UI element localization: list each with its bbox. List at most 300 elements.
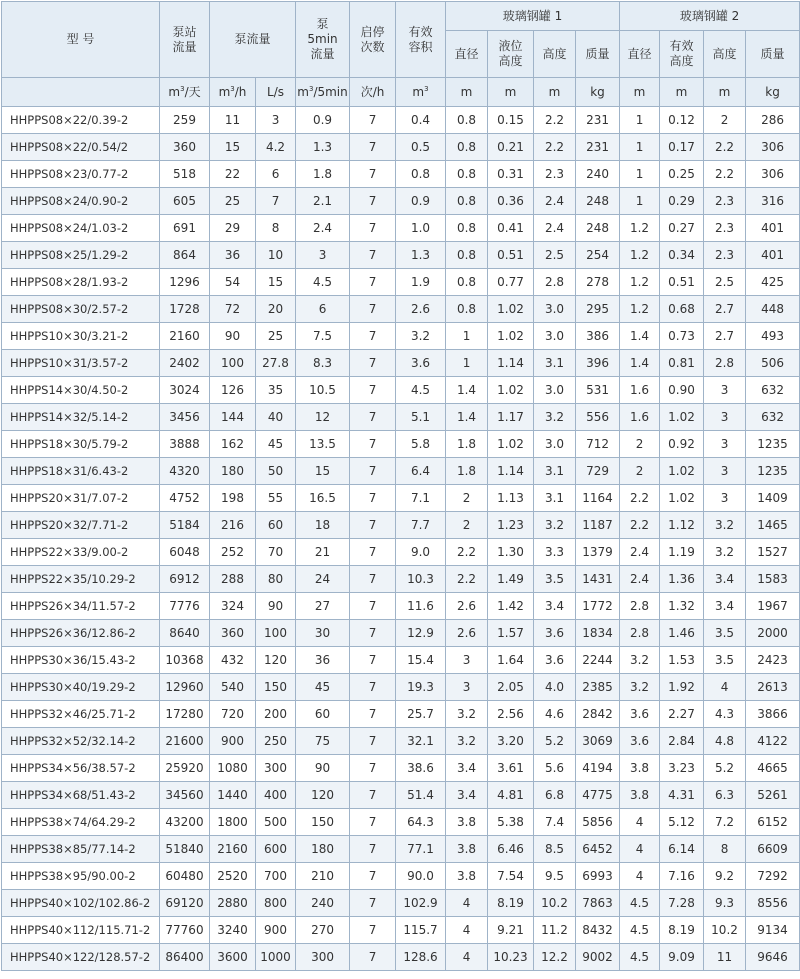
cell-t2-height: 3 <box>704 404 746 431</box>
cell-t2-height: 3.4 <box>704 593 746 620</box>
cell-start-stop: 7 <box>350 809 396 836</box>
cell-pump-flow-ls: 40 <box>256 404 296 431</box>
cell-station-flow: 69120 <box>160 890 210 917</box>
cell-t2-height: 8 <box>704 836 746 863</box>
unit-t2-level: m <box>660 78 704 107</box>
cell-t2-height: 2.2 <box>704 161 746 188</box>
cell-t2-diameter: 1.4 <box>620 350 660 377</box>
cell-pump-flow-m3h: 540 <box>210 674 256 701</box>
cell-t1-diameter: 3.4 <box>446 782 488 809</box>
header-effective-volume: 有效 容积 <box>396 2 446 78</box>
cell-t1-height: 3.6 <box>534 620 576 647</box>
cell-t1-liquid-level: 1.23 <box>488 512 534 539</box>
cell-pump-flow-m3h: 3600 <box>210 944 256 971</box>
cell-t1-mass: 4194 <box>576 755 620 782</box>
cell-start-stop: 7 <box>350 485 396 512</box>
cell-t1-diameter: 0.8 <box>446 215 488 242</box>
cell-start-stop: 7 <box>350 242 396 269</box>
cell-t1-liquid-level: 6.46 <box>488 836 534 863</box>
cell-t1-mass: 9002 <box>576 944 620 971</box>
cell-model: HHPPS34×56/38.57-2 <box>2 755 160 782</box>
cell-station-flow: 2160 <box>160 323 210 350</box>
cell-pump-flow-m3h: 252 <box>210 539 256 566</box>
cell-t1-diameter: 3.2 <box>446 728 488 755</box>
cell-effective-volume: 19.3 <box>396 674 446 701</box>
table-row <box>2 134 800 161</box>
cell-station-flow: 17280 <box>160 701 210 728</box>
cell-start-stop: 7 <box>350 836 396 863</box>
cell-effective-volume: 0.4 <box>396 107 446 134</box>
cell-effective-volume: 32.1 <box>396 728 446 755</box>
cell-start-stop: 7 <box>350 215 396 242</box>
cell-model: HHPPS40×122/128.57-2 <box>2 944 160 971</box>
table-row <box>2 107 800 134</box>
cell-t2-height: 7.2 <box>704 809 746 836</box>
cell-t2-diameter: 4.5 <box>620 917 660 944</box>
cell-t2-effective-height: 0.27 <box>660 215 704 242</box>
cell-t1-diameter: 0.8 <box>446 134 488 161</box>
cell-t1-liquid-level: 1.17 <box>488 404 534 431</box>
cell-effective-volume: 90.0 <box>396 863 446 890</box>
cell-t2-effective-height: 1.32 <box>660 593 704 620</box>
table-header <box>2 2 800 107</box>
cell-t1-mass: 531 <box>576 377 620 404</box>
cell-pump-flow-m3h: 15 <box>210 134 256 161</box>
cell-t1-liquid-level: 1.02 <box>488 323 534 350</box>
cell-t2-effective-height: 1.19 <box>660 539 704 566</box>
cell-t1-diameter: 2 <box>446 512 488 539</box>
cell-model: HHPPS38×95/90.00-2 <box>2 863 160 890</box>
header-pump-flow: 泵流量 <box>210 2 296 78</box>
cell-t2-diameter: 1.6 <box>620 404 660 431</box>
cell-t2-height: 5.2 <box>704 755 746 782</box>
cell-pump-5min-flow: 4.5 <box>296 269 350 296</box>
cell-t2-effective-height: 1.02 <box>660 458 704 485</box>
cell-pump-5min-flow: 90 <box>296 755 350 782</box>
cell-t2-height: 4.3 <box>704 701 746 728</box>
cell-model: HHPPS14×32/5.14-2 <box>2 404 160 431</box>
cell-t1-height: 2.8 <box>534 269 576 296</box>
cell-start-stop: 7 <box>350 107 396 134</box>
cell-effective-volume: 9.0 <box>396 539 446 566</box>
cell-station-flow: 77760 <box>160 917 210 944</box>
cell-effective-volume: 3.2 <box>396 323 446 350</box>
cell-t1-height: 3.1 <box>534 350 576 377</box>
cell-station-flow: 10368 <box>160 647 210 674</box>
cell-t1-mass: 1187 <box>576 512 620 539</box>
cell-t2-effective-height: 6.14 <box>660 836 704 863</box>
cell-t1-liquid-level: 0.15 <box>488 107 534 134</box>
table-row <box>2 944 800 971</box>
cell-t2-diameter: 4.5 <box>620 944 660 971</box>
cell-t2-effective-height: 1.02 <box>660 485 704 512</box>
cell-pump-5min-flow: 45 <box>296 674 350 701</box>
cell-t2-height: 9.3 <box>704 890 746 917</box>
cell-model: HHPPS30×36/15.43-2 <box>2 647 160 674</box>
cell-t2-effective-height: 0.34 <box>660 242 704 269</box>
cell-t2-height: 2.8 <box>704 350 746 377</box>
cell-effective-volume: 15.4 <box>396 647 446 674</box>
cell-pump-flow-m3h: 36 <box>210 242 256 269</box>
cell-t2-height: 3 <box>704 431 746 458</box>
unit-model <box>2 78 160 107</box>
cell-t1-diameter: 1.8 <box>446 458 488 485</box>
cell-t2-height: 3.4 <box>704 566 746 593</box>
cell-t1-liquid-level: 4.81 <box>488 782 534 809</box>
cell-t1-diameter: 4 <box>446 917 488 944</box>
cell-pump-flow-m3h: 900 <box>210 728 256 755</box>
cell-effective-volume: 11.6 <box>396 593 446 620</box>
cell-t1-liquid-level: 1.64 <box>488 647 534 674</box>
cell-model: HHPPS10×30/3.21-2 <box>2 323 160 350</box>
cell-t1-mass: 2244 <box>576 647 620 674</box>
cell-t2-diameter: 2.2 <box>620 485 660 512</box>
cell-pump-flow-ls: 80 <box>256 566 296 593</box>
cell-pump-flow-ls: 150 <box>256 674 296 701</box>
cell-start-stop: 7 <box>350 512 396 539</box>
table-row <box>2 566 800 593</box>
cell-t1-height: 6.8 <box>534 782 576 809</box>
cell-t1-mass: 1164 <box>576 485 620 512</box>
cell-station-flow: 360 <box>160 134 210 161</box>
cell-t2-diameter: 4 <box>620 809 660 836</box>
cell-t2-effective-height: 1.36 <box>660 566 704 593</box>
cell-t2-mass: 2613 <box>746 674 800 701</box>
table-row <box>2 593 800 620</box>
cell-t1-mass: 254 <box>576 242 620 269</box>
cell-t1-diameter: 1.8 <box>446 431 488 458</box>
cell-station-flow: 691 <box>160 215 210 242</box>
cell-model: HHPPS32×52/32.14-2 <box>2 728 160 755</box>
cell-pump-5min-flow: 24 <box>296 566 350 593</box>
table-row <box>2 269 800 296</box>
cell-pump-flow-ls: 600 <box>256 836 296 863</box>
table-body <box>2 107 800 971</box>
cell-t1-mass: 712 <box>576 431 620 458</box>
cell-effective-volume: 38.6 <box>396 755 446 782</box>
cell-t2-height: 4 <box>704 674 746 701</box>
header-t2-mass: 质量 <box>746 31 800 78</box>
cell-t2-height: 3 <box>704 458 746 485</box>
cell-t1-liquid-level: 1.14 <box>488 458 534 485</box>
cell-pump-5min-flow: 15 <box>296 458 350 485</box>
cell-t1-mass: 8432 <box>576 917 620 944</box>
cell-t2-diameter: 2.4 <box>620 539 660 566</box>
table-row <box>2 755 800 782</box>
cell-t2-diameter: 1.2 <box>620 242 660 269</box>
cell-effective-volume: 51.4 <box>396 782 446 809</box>
cell-pump-5min-flow: 0.9 <box>296 107 350 134</box>
cell-pump-flow-m3h: 216 <box>210 512 256 539</box>
cell-start-stop: 7 <box>350 269 396 296</box>
table-row <box>2 350 800 377</box>
cell-t2-effective-height: 0.73 <box>660 323 704 350</box>
cell-t1-height: 3.3 <box>534 539 576 566</box>
cell-t2-mass: 316 <box>746 188 800 215</box>
cell-pump-flow-ls: 200 <box>256 701 296 728</box>
cell-t2-mass: 493 <box>746 323 800 350</box>
cell-t2-mass: 632 <box>746 377 800 404</box>
cell-start-stop: 7 <box>350 863 396 890</box>
cell-pump-flow-m3h: 432 <box>210 647 256 674</box>
cell-start-stop: 7 <box>350 728 396 755</box>
cell-model: HHPPS22×33/9.00-2 <box>2 539 160 566</box>
cell-t2-height: 3.2 <box>704 512 746 539</box>
cell-pump-5min-flow: 27 <box>296 593 350 620</box>
cell-t2-mass: 306 <box>746 134 800 161</box>
cell-effective-volume: 12.9 <box>396 620 446 647</box>
cell-pump-5min-flow: 12 <box>296 404 350 431</box>
cell-pump-flow-m3h: 22 <box>210 161 256 188</box>
cell-pump-flow-ls: 400 <box>256 782 296 809</box>
cell-t1-diameter: 0.8 <box>446 242 488 269</box>
cell-pump-flow-ls: 1000 <box>256 944 296 971</box>
cell-t1-mass: 248 <box>576 188 620 215</box>
table-row <box>2 809 800 836</box>
cell-t1-diameter: 1 <box>446 350 488 377</box>
header-tank-2: 玻璃钢罐 2 <box>620 2 800 31</box>
cell-t1-height: 2.3 <box>534 161 576 188</box>
cell-t2-diameter: 1.2 <box>620 215 660 242</box>
cell-t2-height: 3 <box>704 485 746 512</box>
cell-t1-liquid-level: 2.56 <box>488 701 534 728</box>
cell-t2-mass: 3866 <box>746 701 800 728</box>
cell-t2-mass: 1527 <box>746 539 800 566</box>
cell-t1-diameter: 2.6 <box>446 620 488 647</box>
cell-pump-flow-m3h: 1440 <box>210 782 256 809</box>
cell-t2-height: 2.5 <box>704 269 746 296</box>
cell-pump-flow-ls: 35 <box>256 377 296 404</box>
cell-pump-flow-m3h: 198 <box>210 485 256 512</box>
cell-t1-height: 2.2 <box>534 134 576 161</box>
cell-t2-mass: 1583 <box>746 566 800 593</box>
cell-start-stop: 7 <box>350 755 396 782</box>
cell-model: HHPPS32×46/25.71-2 <box>2 701 160 728</box>
cell-t1-liquid-level: 10.23 <box>488 944 534 971</box>
cell-pump-5min-flow: 3 <box>296 242 350 269</box>
cell-effective-volume: 2.6 <box>396 296 446 323</box>
cell-pump-flow-ls: 100 <box>256 620 296 647</box>
cell-t2-effective-height: 5.12 <box>660 809 704 836</box>
cell-pump-flow-m3h: 144 <box>210 404 256 431</box>
cell-t2-mass: 6152 <box>746 809 800 836</box>
cell-pump-flow-m3h: 2880 <box>210 890 256 917</box>
cell-t2-height: 2.3 <box>704 242 746 269</box>
cell-t1-liquid-level: 5.38 <box>488 809 534 836</box>
cell-station-flow: 3024 <box>160 377 210 404</box>
cell-pump-5min-flow: 13.5 <box>296 431 350 458</box>
cell-t1-liquid-level: 0.51 <box>488 242 534 269</box>
cell-t2-effective-height: 0.25 <box>660 161 704 188</box>
cell-t1-height: 2.4 <box>534 188 576 215</box>
unit-t1-diameter: m <box>446 78 488 107</box>
cell-t2-height: 4.8 <box>704 728 746 755</box>
cell-t1-mass: 396 <box>576 350 620 377</box>
cell-t2-effective-height: 8.19 <box>660 917 704 944</box>
table-row <box>2 485 800 512</box>
cell-t1-height: 3.0 <box>534 296 576 323</box>
cell-t2-diameter: 1.6 <box>620 377 660 404</box>
table-row <box>2 647 800 674</box>
table-row <box>2 296 800 323</box>
cell-station-flow: 86400 <box>160 944 210 971</box>
cell-start-stop: 7 <box>350 296 396 323</box>
unit-pump-5min: $m^3/5\min$ <box>296 78 350 107</box>
cell-t1-height: 3.0 <box>534 323 576 350</box>
cell-pump-flow-m3h: 3240 <box>210 917 256 944</box>
cell-t2-diameter: 3.2 <box>620 674 660 701</box>
cell-pump-5min-flow: 18 <box>296 512 350 539</box>
cell-start-stop: 7 <box>350 161 396 188</box>
cell-t1-liquid-level: 0.77 <box>488 269 534 296</box>
cell-station-flow: 6912 <box>160 566 210 593</box>
table-row <box>2 404 800 431</box>
cell-pump-5min-flow: 300 <box>296 944 350 971</box>
cell-start-stop: 7 <box>350 404 396 431</box>
cell-effective-volume: 64.3 <box>396 809 446 836</box>
cell-t1-liquid-level: 1.13 <box>488 485 534 512</box>
cell-t1-diameter: 0.8 <box>446 188 488 215</box>
cell-start-stop: 7 <box>350 539 396 566</box>
cell-t1-liquid-level: 1.49 <box>488 566 534 593</box>
cell-t2-effective-height: 0.17 <box>660 134 704 161</box>
cell-t2-height: 2.3 <box>704 215 746 242</box>
cell-t2-effective-height: 4.31 <box>660 782 704 809</box>
cell-t1-mass: 240 <box>576 161 620 188</box>
cell-t1-height: 8.5 <box>534 836 576 863</box>
cell-t2-mass: 506 <box>746 350 800 377</box>
cell-t1-mass: 5856 <box>576 809 620 836</box>
table-row <box>2 728 800 755</box>
cell-t2-height: 10.2 <box>704 917 746 944</box>
table-row <box>2 917 800 944</box>
cell-pump-flow-ls: 7 <box>256 188 296 215</box>
cell-t2-effective-height: 0.51 <box>660 269 704 296</box>
table-row <box>2 836 800 863</box>
cell-t2-height: 2.7 <box>704 323 746 350</box>
cell-station-flow: 21600 <box>160 728 210 755</box>
table-row <box>2 674 800 701</box>
cell-pump-flow-ls: 55 <box>256 485 296 512</box>
cell-effective-volume: 102.9 <box>396 890 446 917</box>
cell-start-stop: 7 <box>350 134 396 161</box>
table-row <box>2 161 800 188</box>
header-t1-liquid-level: 液位 高度 <box>488 31 534 78</box>
cell-model: HHPPS20×32/7.71-2 <box>2 512 160 539</box>
cell-pump-flow-m3h: 288 <box>210 566 256 593</box>
cell-model: HHPPS18×30/5.79-2 <box>2 431 160 458</box>
cell-pump-5min-flow: 1.8 <box>296 161 350 188</box>
cell-station-flow: 4320 <box>160 458 210 485</box>
cell-pump-flow-m3h: 1080 <box>210 755 256 782</box>
cell-pump-flow-ls: 90 <box>256 593 296 620</box>
cell-effective-volume: 25.7 <box>396 701 446 728</box>
cell-pump-flow-ls: 27.8 <box>256 350 296 377</box>
cell-effective-volume: 77.1 <box>396 836 446 863</box>
cell-pump-flow-m3h: 2160 <box>210 836 256 863</box>
cell-effective-volume: 115.7 <box>396 917 446 944</box>
cell-t1-height: 4.0 <box>534 674 576 701</box>
cell-station-flow: 1296 <box>160 269 210 296</box>
cell-t2-diameter: 1.4 <box>620 323 660 350</box>
cell-t2-effective-height: 7.28 <box>660 890 704 917</box>
cell-pump-5min-flow: 75 <box>296 728 350 755</box>
cell-t2-effective-height: 0.92 <box>660 431 704 458</box>
cell-t2-height: 2 <box>704 107 746 134</box>
cell-t2-height: 2.7 <box>704 296 746 323</box>
cell-pump-5min-flow: 270 <box>296 917 350 944</box>
cell-t2-height: 2.3 <box>704 188 746 215</box>
cell-effective-volume: 0.5 <box>396 134 446 161</box>
cell-t2-effective-height: 0.90 <box>660 377 704 404</box>
cell-t1-mass: 1431 <box>576 566 620 593</box>
cell-model: HHPPS30×40/19.29-2 <box>2 674 160 701</box>
cell-pump-5min-flow: 180 <box>296 836 350 863</box>
cell-effective-volume: 6.4 <box>396 458 446 485</box>
cell-t1-liquid-level: 0.36 <box>488 188 534 215</box>
cell-pump-flow-m3h: 324 <box>210 593 256 620</box>
header-station-flow: 泵站 流量 <box>160 2 210 78</box>
cell-pump-flow-m3h: 11 <box>210 107 256 134</box>
cell-pump-5min-flow: 8.3 <box>296 350 350 377</box>
cell-effective-volume: 4.5 <box>396 377 446 404</box>
cell-t2-diameter: 1 <box>620 161 660 188</box>
cell-t1-diameter: 0.8 <box>446 269 488 296</box>
cell-t1-mass: 6993 <box>576 863 620 890</box>
cell-pump-flow-ls: 20 <box>256 296 296 323</box>
cell-pump-flow-m3h: 25 <box>210 188 256 215</box>
cell-pump-flow-ls: 900 <box>256 917 296 944</box>
cell-pump-flow-ls: 700 <box>256 863 296 890</box>
header-t2-diameter: 直径 <box>620 31 660 78</box>
cell-station-flow: 1728 <box>160 296 210 323</box>
unit-pump-flow-ls: L/s <box>256 78 296 107</box>
cell-pump-5min-flow: 150 <box>296 809 350 836</box>
cell-t2-height: 9.2 <box>704 863 746 890</box>
unit-t2-height: m <box>704 78 746 107</box>
cell-t1-height: 9.5 <box>534 863 576 890</box>
unit-t1-level: m <box>488 78 534 107</box>
cell-effective-volume: 5.8 <box>396 431 446 458</box>
cell-t1-mass: 295 <box>576 296 620 323</box>
cell-t2-mass: 2423 <box>746 647 800 674</box>
cell-station-flow: 4752 <box>160 485 210 512</box>
table-row <box>2 782 800 809</box>
cell-t2-diameter: 3.6 <box>620 728 660 755</box>
cell-effective-volume: 1.3 <box>396 242 446 269</box>
cell-t2-mass: 425 <box>746 269 800 296</box>
cell-t1-diameter: 1.4 <box>446 404 488 431</box>
cell-t2-mass: 448 <box>746 296 800 323</box>
cell-t1-height: 3.5 <box>534 566 576 593</box>
cell-t2-diameter: 4 <box>620 836 660 863</box>
cell-t1-mass: 6452 <box>576 836 620 863</box>
cell-model: HHPPS08×28/1.93-2 <box>2 269 160 296</box>
cell-t1-mass: 2842 <box>576 701 620 728</box>
cell-start-stop: 7 <box>350 917 396 944</box>
cell-pump-5min-flow: 2.4 <box>296 215 350 242</box>
pump-station-spec-table <box>1 1 800 971</box>
cell-t2-mass: 5261 <box>746 782 800 809</box>
cell-t2-height: 3 <box>704 377 746 404</box>
cell-t2-mass: 2000 <box>746 620 800 647</box>
cell-t1-mass: 248 <box>576 215 620 242</box>
cell-t1-height: 2.2 <box>534 107 576 134</box>
cell-pump-flow-ls: 45 <box>256 431 296 458</box>
cell-pump-flow-ls: 120 <box>256 647 296 674</box>
cell-t1-diameter: 0.8 <box>446 161 488 188</box>
cell-pump-5min-flow: 6 <box>296 296 350 323</box>
